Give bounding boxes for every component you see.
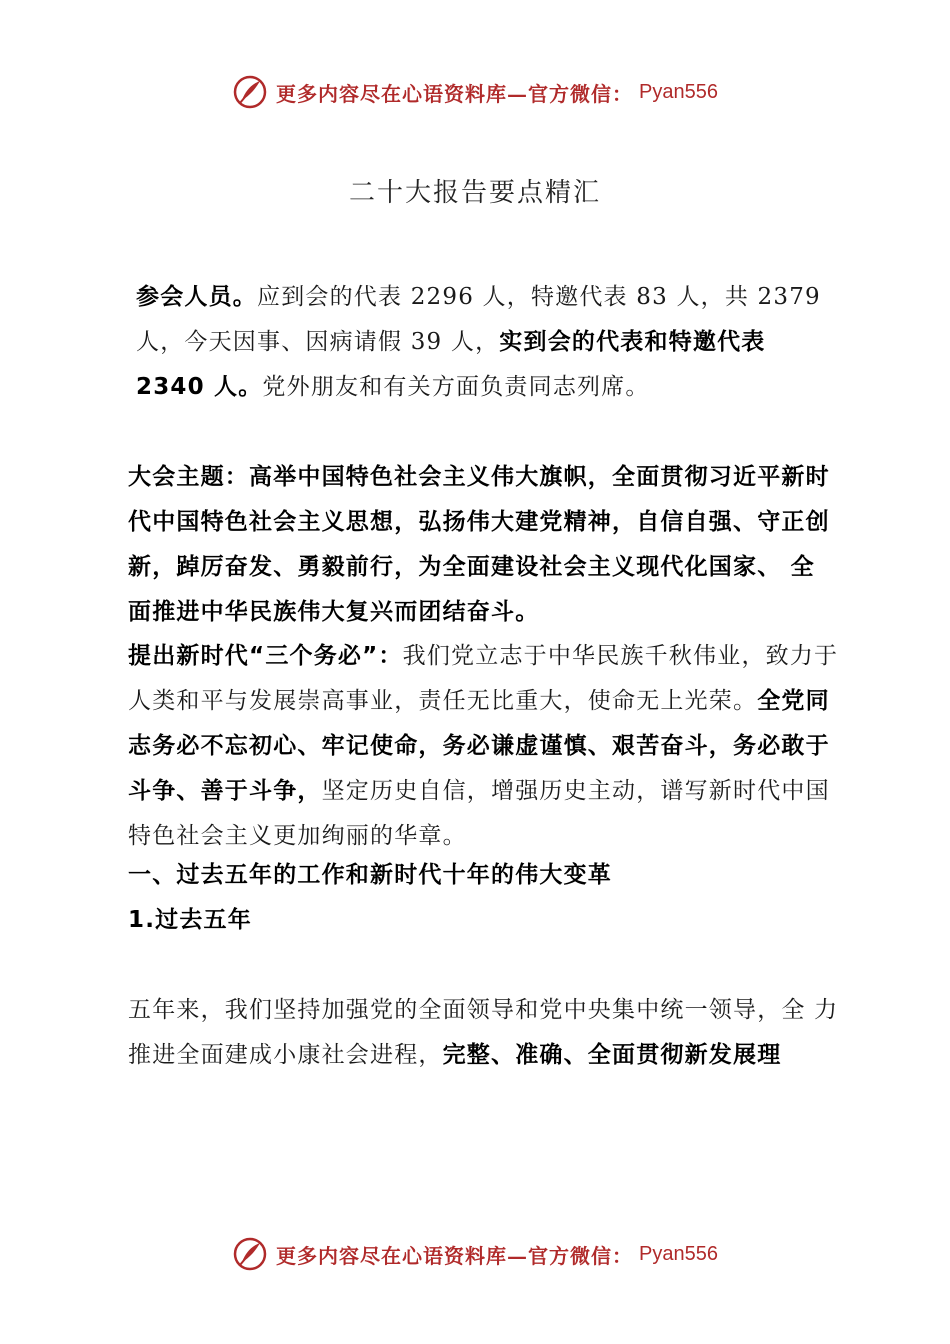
- past-five-years-paragraph: [128, 988, 843, 1078]
- past-five-years-text-1: 五年来，我们坚持加强党的全面领导和党中央集中统一领导，全 力推进全面建成小康社会进程，: [128, 997, 839, 1068]
- watermark-text: 更多内容尽在心语资料库—官方微信：: [276, 81, 634, 106]
- watermark-header: [0, 70, 950, 114]
- subsection-heading: 1.过去五年: [128, 907, 252, 933]
- attendees-text-1: 应到会的代表 2296 人，特邀代表 83 人，共 2379 人，今天因事、因病请假 39 人，: [136, 284, 821, 355]
- watermark-wechat-id: Pyan556: [639, 80, 718, 103]
- document-title: 二十大报告要点精汇: [348, 178, 601, 208]
- attendees-paragraph: [136, 275, 836, 410]
- quill-logo-icon: [232, 1236, 268, 1272]
- watermark-text: 更多内容尽在心语资料库—官方微信：: [276, 1243, 634, 1268]
- three-musts-text-3: 坚定历史自信，增强历史主动，谱写新时代中国特色社会主义更加绚丽的华章。: [128, 778, 830, 849]
- three-musts-text-1: 我们党立志于中华民族千秋伟业，致力于人类和平与发展崇高事业，责任无比重大，使命无上光荣。: [128, 643, 839, 714]
- quill-logo-icon: [232, 74, 268, 110]
- theme-paragraph: 大会主题：高举中国特色社会主义伟大旗帜，全面贯彻习近平新时代中国特色社会主义思想，弘扬伟大建党精神，自信自强、守正创新，踔厉奋发、勇毅前行，为全面建设社会主义现代化国家、 全面推进中华民族伟大复兴而团结奋斗。: [128, 464, 830, 625]
- three-musts-label: 提出新时代“三个务必”：: [128, 643, 403, 669]
- watermark-wechat-id: Pyan556: [639, 1242, 718, 1265]
- attendees-text-3: 党外朋友和有关方面负责同志列席。: [262, 374, 650, 400]
- attendees-bold-2: 实到会的代表和特邀代表 2340 人。: [136, 329, 766, 400]
- watermark-footer: [0, 1232, 950, 1276]
- past-five-years-bold-2: 完整、准确、全面贯彻新发展理: [442, 1042, 782, 1068]
- attendees-label: 参会人员。: [136, 284, 257, 310]
- three-musts-paragraph: [128, 634, 843, 859]
- three-musts-bold-2: 全党同志务必不忘初心、牢记使命，务必谦虚谨慎、艰苦奋斗，务必敢于斗争、善于斗争，: [128, 688, 830, 804]
- section-heading: 一、过去五年的工作和新时代十年的伟大变革: [128, 862, 612, 888]
